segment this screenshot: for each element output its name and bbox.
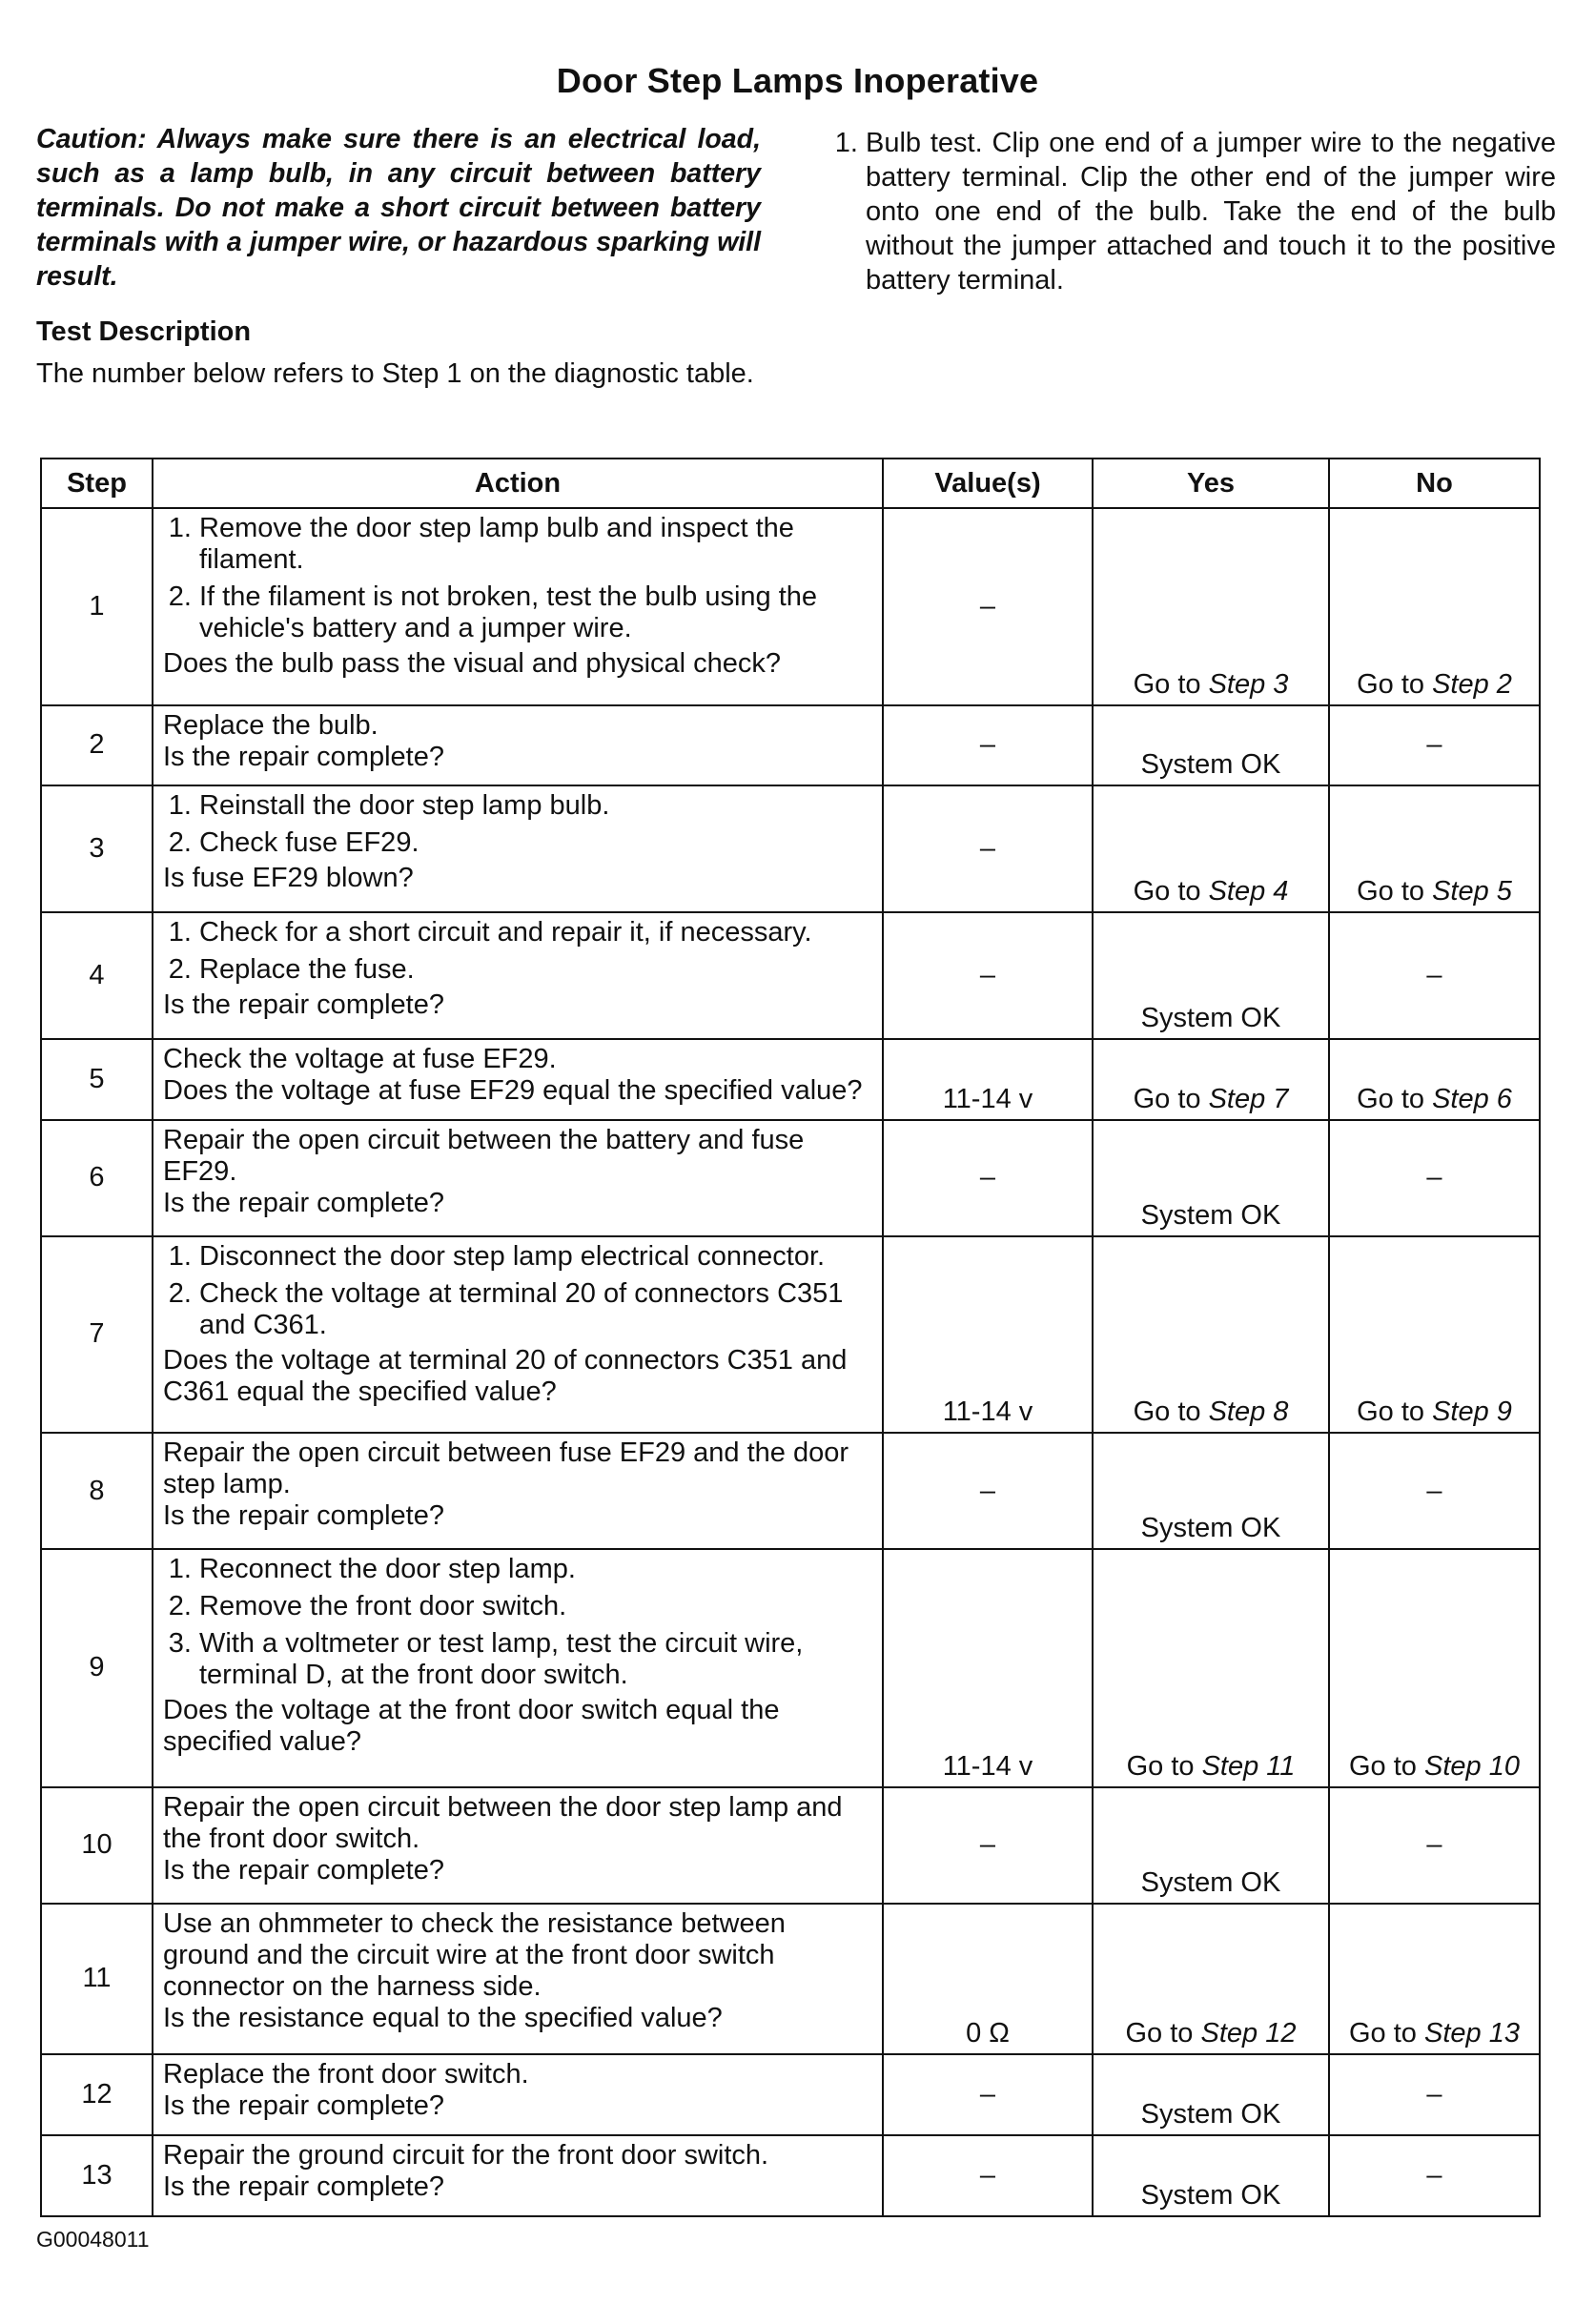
test-description-text: The number below refers to Step 1 on the diagnostic table. bbox=[36, 358, 754, 389]
value-cell: 11-14 v bbox=[883, 1039, 1093, 1120]
no-prefix: Go to bbox=[1357, 1396, 1433, 1428]
step-number: 13 bbox=[41, 2135, 153, 2216]
no-prefix: Go to bbox=[1357, 1083, 1433, 1114]
action-list bbox=[163, 790, 872, 859]
no-cell bbox=[1329, 508, 1540, 705]
no-cell bbox=[1329, 1904, 1540, 2055]
table-row bbox=[41, 785, 1540, 912]
action-cell bbox=[153, 705, 883, 786]
value-cell: 11-14 v bbox=[883, 1549, 1093, 1787]
table-row bbox=[41, 912, 1540, 1039]
table-row bbox=[41, 1120, 1540, 1236]
table-header-row bbox=[41, 459, 1540, 508]
value-cell: – bbox=[883, 705, 1093, 786]
action-question: Does the voltage at fuse EF29 equal the specified value? bbox=[163, 1075, 863, 1107]
yes-cell bbox=[1093, 1236, 1329, 1434]
value-cell: – bbox=[883, 1120, 1093, 1236]
step-number: 6 bbox=[41, 1120, 153, 1236]
step-number: 2 bbox=[41, 705, 153, 786]
action-text: Repair the open circuit between fuse EF29 and the door step lamp. bbox=[163, 1437, 849, 1500]
action-item: 1. Remove the door step lamp bulb and inspect the filament. bbox=[199, 513, 872, 576]
action-question: Is the repair complete? bbox=[163, 989, 444, 1021]
yes-step-link: Step 7 bbox=[1208, 1083, 1289, 1114]
action-question: Is the repair complete? bbox=[163, 2171, 444, 2203]
yes-prefix: Go to bbox=[1125, 2018, 1201, 2049]
left-column bbox=[36, 122, 761, 391]
no-cell: – bbox=[1329, 2054, 1540, 2135]
action-text: Repair the open circuit between the battery and fuse EF29. bbox=[163, 1124, 805, 1187]
action-cell bbox=[153, 2054, 883, 2135]
no-cell: – bbox=[1329, 1433, 1540, 1549]
action-question: Is the repair complete? bbox=[163, 1854, 444, 1886]
action-item: 2. Remove the front door switch. bbox=[199, 1591, 872, 1622]
action-item: 2. If the filament is not broken, test the bulb using the vehicle's battery and a jumper wire. bbox=[199, 581, 872, 644]
action-cell bbox=[153, 1039, 883, 1120]
yes-step-link: Step 3 bbox=[1208, 668, 1289, 700]
no-cell: – bbox=[1329, 2135, 1540, 2216]
header-values: Value(s) bbox=[883, 459, 1093, 508]
step-number: 1 bbox=[41, 508, 153, 705]
test-description-heading: Test Description bbox=[36, 316, 252, 347]
step-number: 12 bbox=[41, 2054, 153, 2135]
action-cell bbox=[153, 1236, 883, 1434]
value-cell: – bbox=[883, 1787, 1093, 1904]
action-question: Is fuse EF29 blown? bbox=[163, 863, 414, 894]
no-prefix: Go to bbox=[1349, 2018, 1424, 2049]
no-prefix: Go to bbox=[1357, 668, 1433, 700]
table-body bbox=[41, 508, 1540, 2216]
action-cell bbox=[153, 1120, 883, 1236]
yes-prefix: Go to bbox=[1133, 1083, 1209, 1114]
action-cell bbox=[153, 508, 883, 705]
action-question: Is the repair complete? bbox=[163, 741, 444, 772]
yes-cell: System OK bbox=[1093, 912, 1329, 1039]
action-item: 3. With a voltmeter or test lamp, test the circuit wire, terminal D, at the front door switch. bbox=[199, 1628, 872, 1691]
action-cell bbox=[153, 1787, 883, 1904]
step-number: 9 bbox=[41, 1549, 153, 1787]
action-item: 1. Reconnect the door step lamp. bbox=[199, 1554, 872, 1585]
yes-cell bbox=[1093, 785, 1329, 912]
table-row bbox=[41, 705, 1540, 786]
action-question: Does the voltage at the front door switch equal the specified value? bbox=[163, 1694, 780, 1757]
action-item: 1. Disconnect the door step lamp electrical connector. bbox=[199, 1241, 872, 1273]
yes-cell: System OK bbox=[1093, 705, 1329, 786]
action-list bbox=[163, 513, 872, 644]
action-item: 1. Reinstall the door step lamp bulb. bbox=[199, 790, 872, 822]
table-row bbox=[41, 1787, 1540, 1904]
action-item: 2. Replace the fuse. bbox=[199, 954, 872, 986]
step-number: 3 bbox=[41, 785, 153, 912]
step-number: 5 bbox=[41, 1039, 153, 1120]
action-text: Repair the open circuit between the door step lamp and the front door switch. bbox=[163, 1791, 843, 1854]
action-item: 2. Check fuse EF29. bbox=[199, 827, 872, 859]
yes-prefix: Go to bbox=[1126, 1750, 1202, 1782]
header-no: No bbox=[1329, 459, 1540, 508]
action-item: 1. Check for a short circuit and repair it, if necessary. bbox=[199, 917, 872, 948]
header-yes: Yes bbox=[1093, 459, 1329, 508]
action-list bbox=[163, 1241, 872, 1341]
action-cell bbox=[153, 912, 883, 1039]
table-row bbox=[41, 1904, 1540, 2055]
action-text: Replace the front door switch. bbox=[163, 2059, 529, 2090]
yes-step-link: Step 4 bbox=[1208, 876, 1289, 907]
table-row bbox=[41, 2135, 1540, 2216]
action-question: Is the repair complete? bbox=[163, 2090, 444, 2122]
value-cell: – bbox=[883, 785, 1093, 912]
value-cell: – bbox=[883, 2054, 1093, 2135]
yes-step-link: Step 12 bbox=[1200, 2018, 1297, 2049]
action-item: 2. Check the voltage at terminal 20 of connectors C351 and C361. bbox=[199, 1278, 872, 1341]
no-prefix: Go to bbox=[1357, 876, 1433, 907]
yes-cell: System OK bbox=[1093, 1433, 1329, 1549]
no-cell bbox=[1329, 1236, 1540, 1434]
no-cell: – bbox=[1329, 912, 1540, 1039]
action-question: Is the resistance equal to the specified value? bbox=[163, 2002, 723, 2033]
yes-cell bbox=[1093, 1039, 1329, 1120]
action-text: Use an ohmmeter to check the resistance between ground and the circuit wire at the front door switch connector on the harness side. bbox=[163, 1907, 786, 2002]
yes-cell: System OK bbox=[1093, 2054, 1329, 2135]
action-text: Repair the ground circuit for the front door switch. bbox=[163, 2140, 769, 2171]
action-text: Check the voltage at fuse EF29. bbox=[163, 1044, 557, 1075]
yes-step-link: Step 11 bbox=[1201, 1750, 1296, 1782]
no-prefix: Go to bbox=[1349, 1750, 1424, 1782]
caution-note: Caution: Always make sure there is an electrical load, such as a lamp bulb, in any circuit between battery terminals. Do not make a short circuit between battery terminals with a jumper wire, or hazardous sparking will result. bbox=[36, 124, 761, 292]
yes-step-link: Step 8 bbox=[1208, 1396, 1289, 1428]
header-step: Step bbox=[41, 459, 153, 508]
action-question: Does the voltage at terminal 20 of connectors C351 and C361 equal the specified value? bbox=[163, 1344, 848, 1407]
step-number: 11 bbox=[41, 1904, 153, 2055]
figure-code: G00048011 bbox=[36, 2227, 150, 2252]
yes-prefix: Go to bbox=[1133, 876, 1209, 907]
yes-cell: System OK bbox=[1093, 1120, 1329, 1236]
step-number: 7 bbox=[41, 1236, 153, 1434]
action-cell bbox=[153, 1549, 883, 1787]
action-cell bbox=[153, 1433, 883, 1549]
action-cell bbox=[153, 1904, 883, 2055]
value-cell: 11-14 v bbox=[883, 1236, 1093, 1434]
value-cell: – bbox=[883, 2135, 1093, 2216]
right-column bbox=[831, 126, 1556, 297]
no-cell bbox=[1329, 1039, 1540, 1120]
action-cell bbox=[153, 785, 883, 912]
page-title: Door Step Lamps Inoperative bbox=[556, 61, 1039, 100]
value-cell: – bbox=[883, 912, 1093, 1039]
action-list bbox=[163, 917, 872, 986]
no-cell: – bbox=[1329, 1120, 1540, 1236]
action-text: Replace the bulb. bbox=[163, 709, 378, 741]
diagnostic-table bbox=[40, 458, 1541, 2217]
table-row bbox=[41, 508, 1540, 705]
no-step-link: Step 6 bbox=[1432, 1083, 1512, 1114]
bulb-test-note: 1. Bulb test. Clip one end of a jumper wire to the negative battery terminal. Clip the other end of the jumper wire onto one end of the bulb. Take the end of the bulb without the jumper attached and touch it to the positive battery terminal. bbox=[866, 126, 1556, 297]
action-question: Does the bulb pass the visual and physical check? bbox=[163, 648, 782, 679]
step-number: 4 bbox=[41, 912, 153, 1039]
yes-prefix: Go to bbox=[1133, 1396, 1209, 1428]
value-cell: 0 Ω bbox=[883, 1904, 1093, 2055]
value-cell: – bbox=[883, 1433, 1093, 1549]
table-row bbox=[41, 1039, 1540, 1120]
no-step-link: Step 2 bbox=[1432, 668, 1512, 700]
no-step-link: Step 5 bbox=[1432, 876, 1512, 907]
yes-cell: System OK bbox=[1093, 2135, 1329, 2216]
yes-cell bbox=[1093, 1549, 1329, 1787]
table-row bbox=[41, 1236, 1540, 1434]
action-question: Is the repair complete? bbox=[163, 1500, 444, 1532]
step-number: 10 bbox=[41, 1787, 153, 1904]
yes-cell: System OK bbox=[1093, 1787, 1329, 1904]
no-cell: – bbox=[1329, 705, 1540, 786]
no-cell bbox=[1329, 1549, 1540, 1787]
table-row bbox=[41, 2054, 1540, 2135]
table-row bbox=[41, 1433, 1540, 1549]
no-cell bbox=[1329, 785, 1540, 912]
action-list bbox=[163, 1554, 872, 1691]
action-cell bbox=[153, 2135, 883, 2216]
no-step-link: Step 10 bbox=[1424, 1750, 1520, 1782]
no-cell: – bbox=[1329, 1787, 1540, 1904]
yes-cell bbox=[1093, 1904, 1329, 2055]
action-question: Is the repair complete? bbox=[163, 1187, 444, 1218]
table-row bbox=[41, 1549, 1540, 1787]
value-cell: – bbox=[883, 508, 1093, 705]
yes-prefix: Go to bbox=[1133, 668, 1209, 700]
no-step-link: Step 13 bbox=[1424, 2018, 1520, 2049]
no-step-link: Step 9 bbox=[1432, 1396, 1512, 1428]
step-number: 8 bbox=[41, 1433, 153, 1549]
yes-cell bbox=[1093, 508, 1329, 705]
header-action: Action bbox=[153, 459, 883, 508]
